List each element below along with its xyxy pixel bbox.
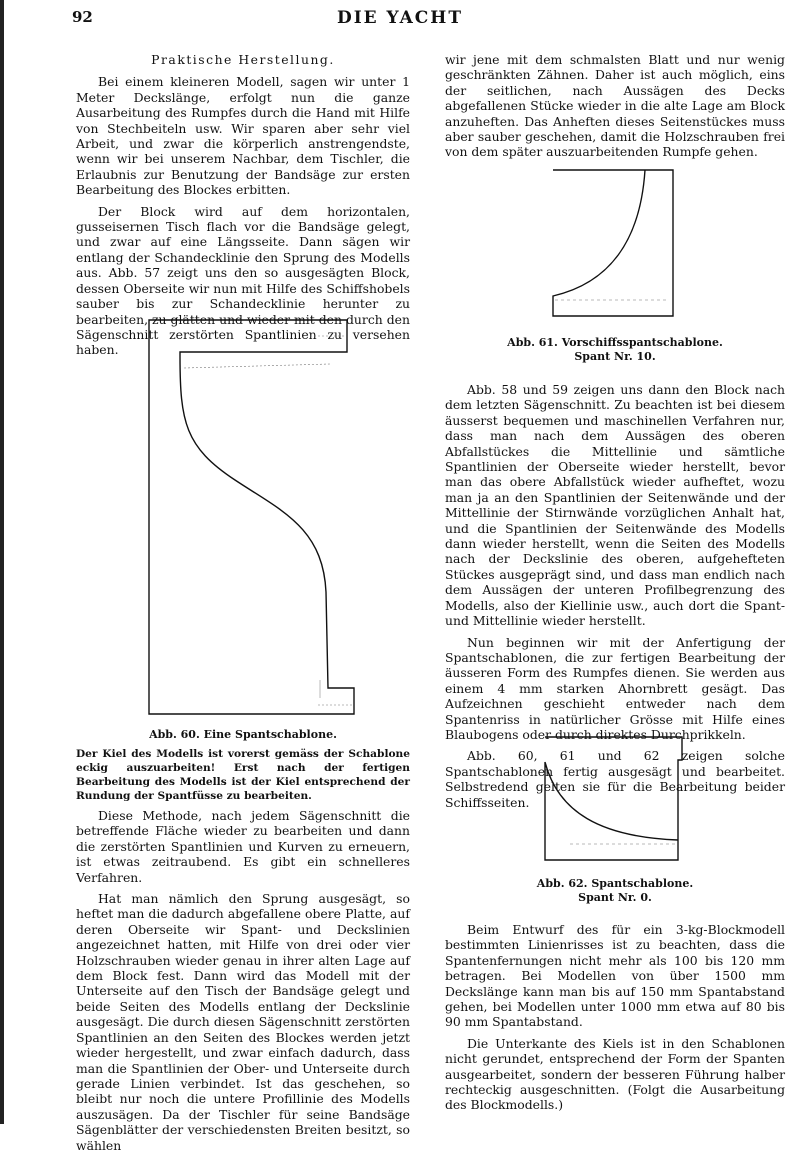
- running-title: DIE YACHT: [336, 8, 464, 28]
- paragraph: Der Block wird auf dem horizontalen, gusseisernen Tisch flach vor die Bandsäge gelegt, und zwar auf eine Längsseite. Dann sägen wir entlang der Schandecklinie den Sprung des Modells aus. Abb. 57 zeigt uns den so ausgesägten Block, dessen Oberseite wir nun mit Hilfe des Schiffshobels sauber bis zur Schandecklinie herunter zu bearbeiten, zu glätten und wieder mit den durch den Sägenschnitt zerstörten Spantlinien zu versehen haben.: [76, 203, 410, 358]
- section-heading: Praktische Herstellung.: [151, 52, 335, 67]
- paragraph: wir jene mit dem schmalsten Blatt und nur wenig geschränkten Zähnen. Daher ist auch möglich, eins der seitlichen, nach Aussägen des Decks abgefallenen Stücke wieder in die alte Lage am Block anzuheften. Das Anheften dieses Seitenstückes muss aber sauber geschehen, damit die Holzschrauben frei von dem später auszuarbeitenden Rumpfe gehen.: [445, 52, 785, 160]
- paragraph: Beim Entwurf des für ein 3-kg-Blockmodell bestimmten Linienrisses ist zu beachten, dass die Spantenfernungen nicht mehr als 100 bis 120 mm betragen. Bei Modellen von über 1500 mm Deckslänge kann man bis auf 150 mm Spantabstand gehen, bei Modellen unter 1000 mm etwa auf 80 bis 90 mm Spantabstand.: [445, 922, 785, 1030]
- paragraph: Abb. 58 und 59 zeigen uns dann den Block nach dem letzten Sägenschnitt. Zu beachten ist bei diesem äusserst bequemen und maschinellen Verfahren nur, dass man nach dem Aussägen des oberen Abfallstückes die Mittellinie und sämtliche Spantlinien der Oberseite wieder herstellt, bevor man das obere Abfallstück wieder aufheftet, wozu man ja an den Spantlinien der Seitenwände und der Mittellinie der Stirnwände vorzüglichen Anhalt hat, und die Spantlinien der Seitenwände des Modells dann wieder herstellt, wenn die Seiten des Modells nach der Deckslinie des oberen, aufgehefteten Stückes ausgeprägt sind, und dass man endlich nach dem Aussägen der unteren Profilbegrenzung des Modells, also der Kiellinie usw., auch dort die Spant- und Mittellinie wieder herstellt.: [445, 382, 785, 629]
- figure-62-subcaption: Spant Nr. 0.: [578, 891, 652, 904]
- paragraph: Abb. 60, 61 und 62 zeigen solche Spantschablonen fertig ausgesägt und bearbeitet. Selbstredend gelten sie für die Bearbeitung beider Schiffsseiten.: [445, 748, 785, 810]
- paragraph: Nun beginnen wir mit der Anfertigung der Spantschablonen, die zur fertigen Bearbeitung der äusseren Form des Rumpfes dienen. Sie werden aus einem 4 mm starken Ahornbrett gesägt. Das Aufzeichnen geschieht entweder nach dem Spantenriss in natürlicher Grösse mit Hilfe eines Blaubogens oder durch direktes Durchprikkeln.: [445, 634, 785, 742]
- figure-60-caption-block: [76, 728, 410, 803]
- figure-60-caption: Abb. 60. Eine Spantschablone.: [149, 728, 337, 741]
- paragraph: Bei einem kleineren Modell, sagen wir unter 1 Meter Deckslänge, erfolgt nun die ganze Ausarbeitung des Rumpfes durch die Hand mit Hilfe von Stechbeiteln usw. Wir sparen aber sehr viel Arbeit, und zwar die körperlich anstrengendste, wenn wir bei unserem Nachbar, dem Tischler, die Erlaubnis zur Benutzung der Bandsäge zur ersten Bearbeitung des Blockes erbitten.: [76, 74, 410, 198]
- paragraph: Die Unterkante des Kiels ist in den Schablonen nicht gerundet, entsprechend der Form der Spanten ausgearbeitet, sondern der besseren Führung halber rechteckig ausgeschnitten. (Folgt die Ausarbeitung des Blockmodells.): [445, 1035, 785, 1113]
- page-number: 92: [72, 8, 93, 26]
- figure-62-frame-template: [540, 732, 692, 872]
- paragraph: Diese Methode, nach jedem Sägenschnitt die betreffende Fläche wieder zu bearbeiten und dann die zerstörten Spantlinien und Kurven zu erneuern, ist etwas zeitraubend. Es gibt ein schnelleres Verfahren.: [76, 808, 410, 885]
- figure-60-frame-template: [140, 312, 370, 720]
- figure-61-caption-block: [445, 336, 785, 364]
- figure-60-note: Der Kiel des Modells ist vorerst gemäss der Schablone eckig auszuarbeiten! Erst nach der fertigen Bearbeitung des Modells ist der Kiel entsprechend der Rundung der Spantfüsse zu bearbeiten.: [76, 748, 410, 802]
- figure-62-caption-block: [445, 877, 785, 905]
- figure-61-caption: Abb. 61. Vorschiffsspantschablone.: [507, 336, 723, 349]
- figure-61-frame-template: [545, 166, 685, 326]
- right-column-top: [445, 52, 785, 166]
- figure-62-caption: Abb. 62. Spantschablone.: [536, 877, 694, 890]
- right-column-bottom: [445, 922, 785, 1119]
- page-edge-shadow: [0, 0, 4, 1124]
- figure-61-subcaption: Spant Nr. 10.: [574, 350, 656, 363]
- paragraph: Hat man nämlich den Sprung ausgesägt, so heftet man die dadurch abgefallene obere Platte, auf deren Oberseite wir Spant- und Deckslinien angezeichnet hatten, mit Hilfe von drei oder vier Holzschrauben wieder genau in ihrer alten Lage auf dem Block fest. Dann wird das Modell mit der Unterseite auf den Tisch der Bandsäge gelegt und beide Seiten des Modells entlang der Deckslinie ausgesägt. Die durch diesen Sägenschnitt zerstörten Spantlinien an den Seiten des Blockes werden jetzt wieder hergestellt, und zwar einfach dadurch, dass man die Spantlinien der Ober- und Unterseite durch gerade Linien verbindet. Ist das geschehen, so bleibt nur noch die untere Profillinie des Modells auszusägen. Da der Tischler für seine Bandsäge Sägenblätter der verschiedensten Breiten besitzt, so wählen: [76, 891, 410, 1153]
- left-column-bottom: [76, 808, 410, 1159]
